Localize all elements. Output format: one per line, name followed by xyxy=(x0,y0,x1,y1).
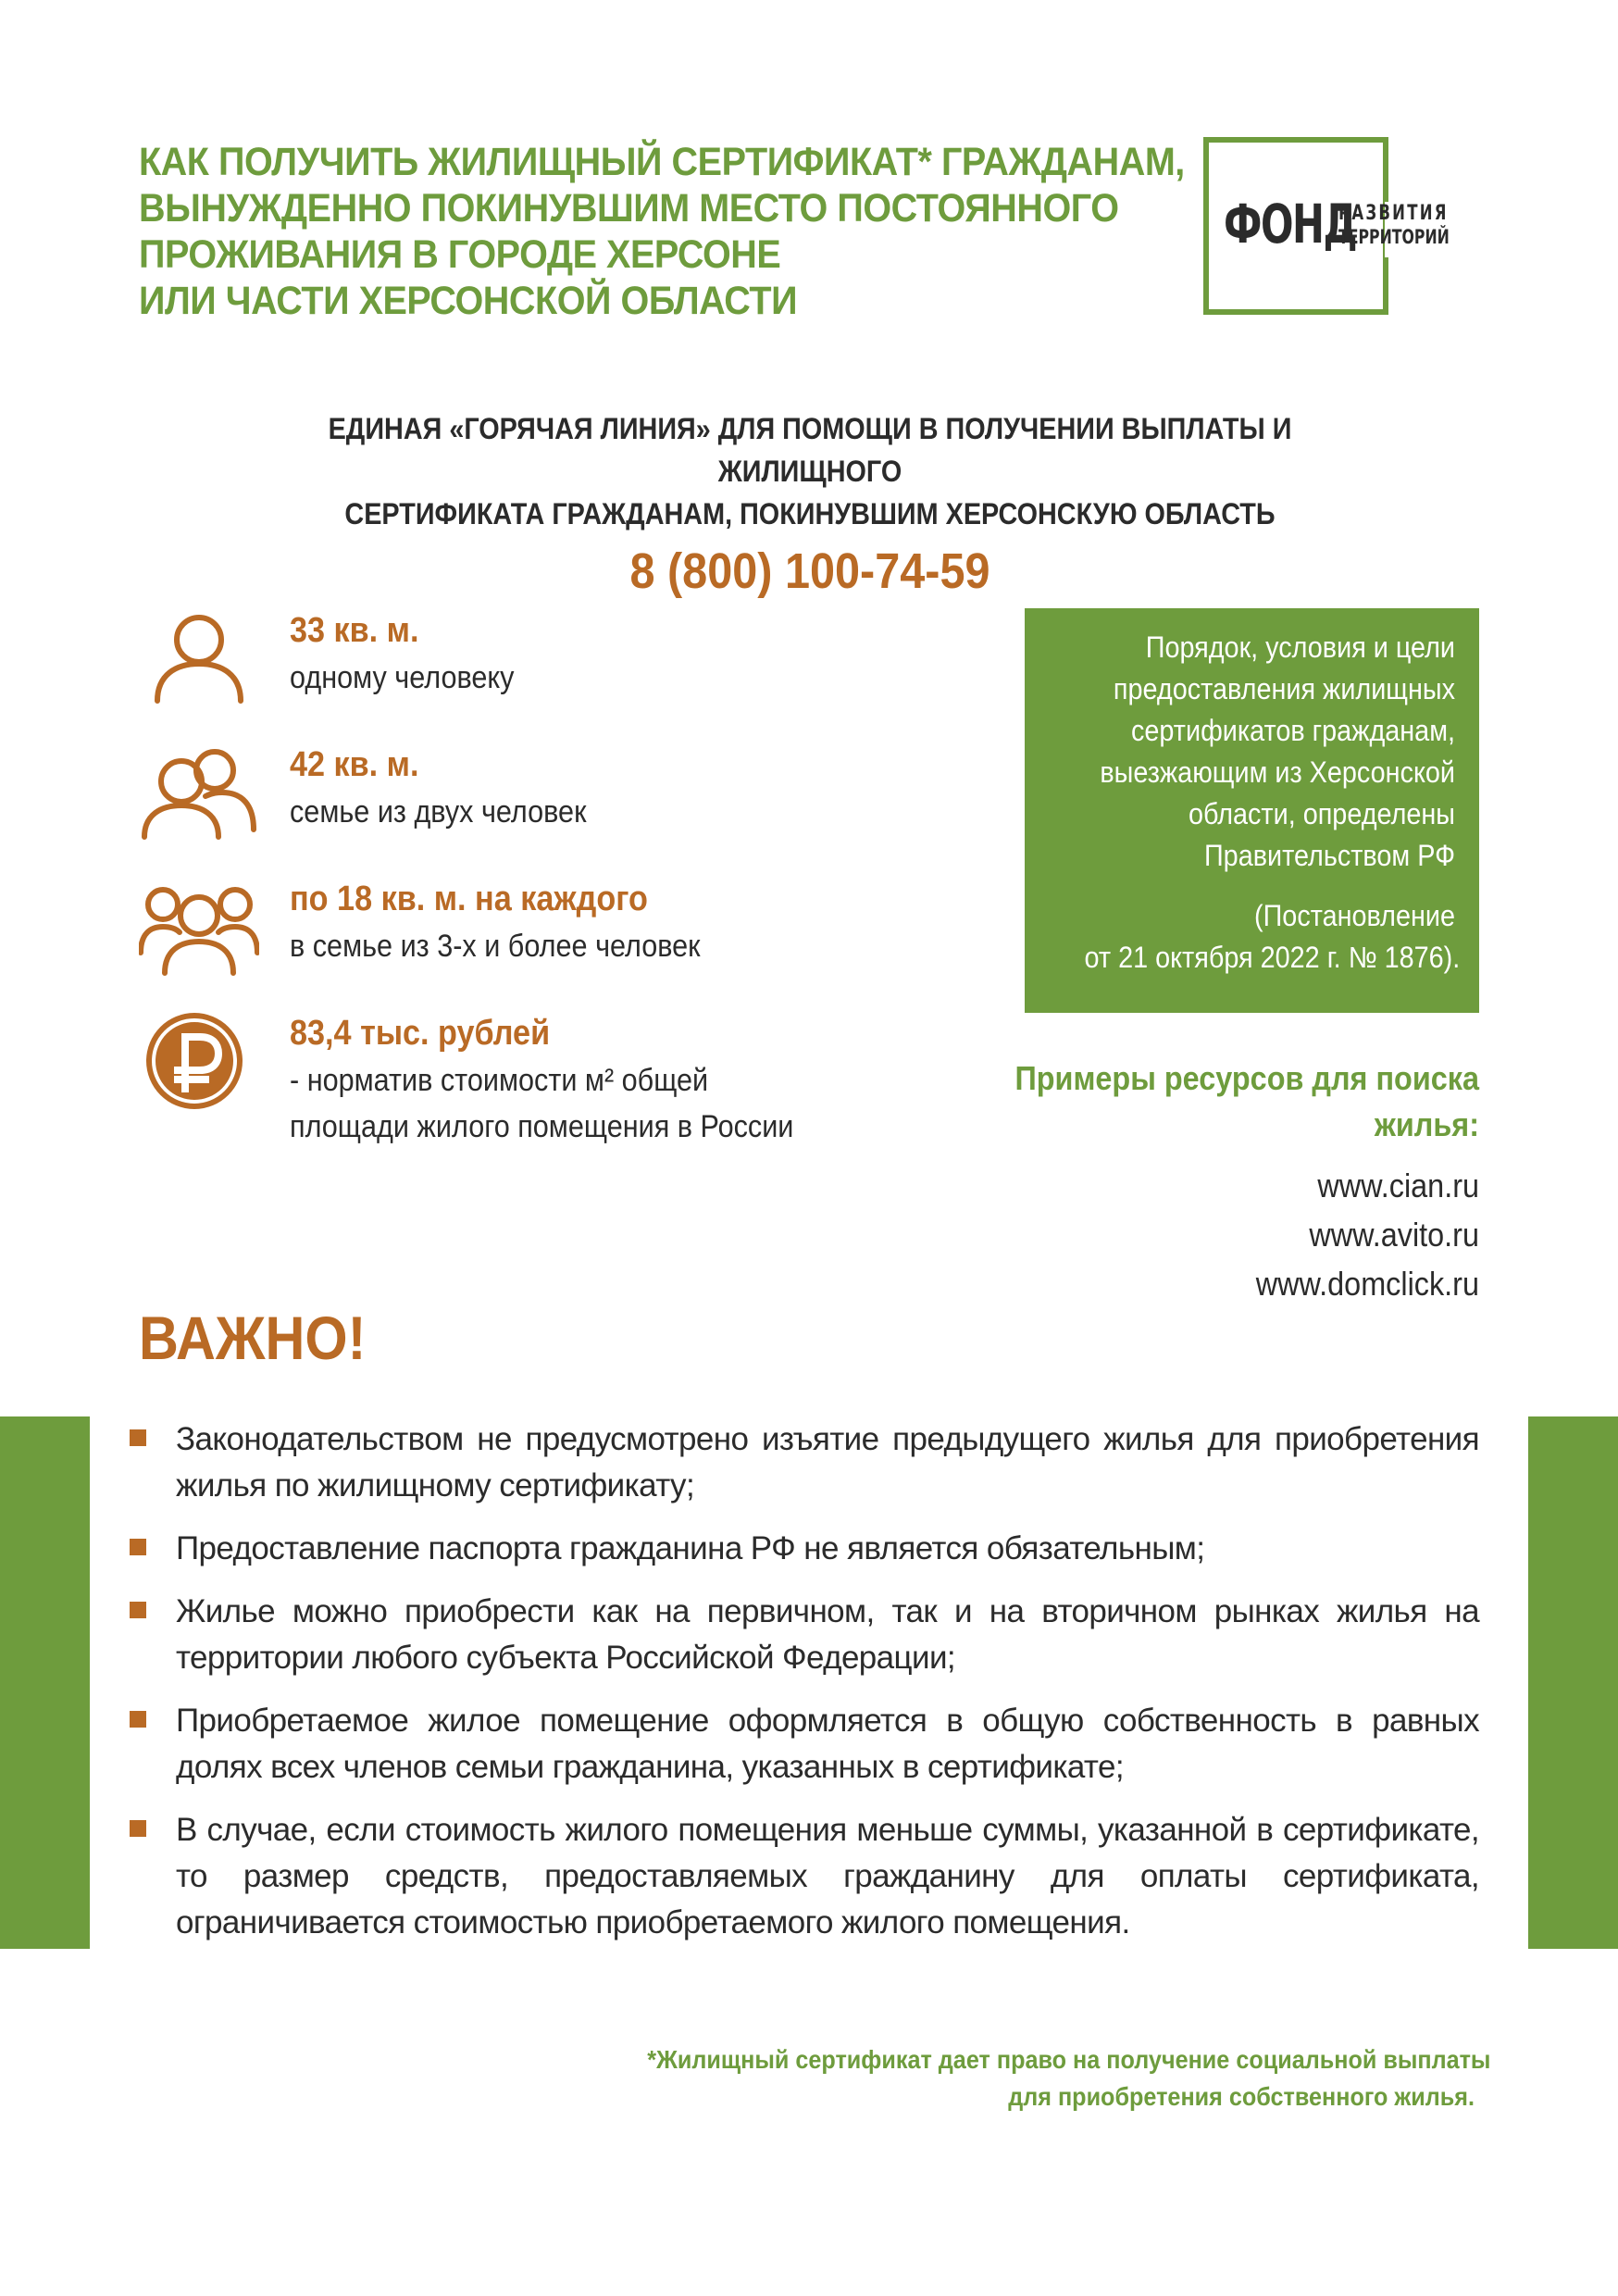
list-item-text: Предоставление паспорта гражданина РФ не является обязательным; xyxy=(176,1530,1205,1566)
square-bullet-icon xyxy=(130,1429,146,1446)
norm-heading: 83,4 тыс. рублей xyxy=(290,1014,551,1053)
norm-desc: семье из двух человек xyxy=(290,794,587,830)
list-item xyxy=(130,1698,1479,1791)
resources-block xyxy=(953,1055,1479,1308)
logo-text-bottom: ТЕРРИТОРИЙ xyxy=(1338,226,1450,248)
list-item-text: Жилье можно приобрести как на первичном, так и на вторичном рынках жилья на территории любого субъекта Российской Федерации; xyxy=(176,1593,1479,1676)
norm-heading: 33 кв. м. xyxy=(290,611,419,650)
list-item xyxy=(130,1416,1479,1509)
fund-logo xyxy=(1203,137,1450,322)
footnote-text: для приобретения собственного жилья. xyxy=(1008,2082,1475,2111)
title-line: ПРОЖИВАНИЯ В ГОРОДЕ ХЕРСОНЕ xyxy=(139,232,781,277)
norm-desc: - норматив стоимости м² общей xyxy=(290,1063,709,1098)
footnote-text: *Жилищный сертификат дает право на получение социальной выплаты xyxy=(647,2045,1491,2074)
two-people-icon xyxy=(139,741,259,842)
right-accent-bar xyxy=(1528,1416,1618,1949)
three-people-icon xyxy=(139,875,259,977)
page-title xyxy=(139,139,1185,324)
list-item-text: Приобретаемое жилое помещение оформляется в общую собственность в равных долях всех членов семьи гражданина, указанных в сертификате; xyxy=(176,1703,1479,1785)
left-accent-bar xyxy=(0,1416,90,1949)
regulation-text: сертификатов гражданам, xyxy=(1130,714,1455,747)
regulation-text: области, определены xyxy=(1188,797,1455,830)
ruble-icon xyxy=(139,1009,259,1111)
norm-heading: по 18 кв. м. на каждого xyxy=(290,880,648,918)
square-bullet-icon xyxy=(130,1711,146,1728)
title-line: ВЫНУЖДЕННО ПОКИНУВШИМ МЕСТО ПОСТОЯННОГО xyxy=(139,186,1119,231)
person-icon xyxy=(139,606,259,708)
footnote xyxy=(555,2041,1491,2115)
norm-desc: одному человеку xyxy=(290,660,515,695)
important-list xyxy=(130,1416,1479,1963)
important-title: ВАЖНО! xyxy=(139,1304,367,1372)
regulation-text: Порядок, условия и цели xyxy=(1145,630,1455,664)
list-item xyxy=(130,1589,1479,1681)
title-line: ИЛИ ЧАСТИ ХЕРСОНСКОЙ ОБЛАСТИ xyxy=(139,279,798,323)
norm-desc: площади жилого помещения в России xyxy=(290,1109,794,1144)
norm-heading: 42 кв. м. xyxy=(290,745,419,784)
square-bullet-icon xyxy=(130,1820,146,1837)
regulation-note: от 21 октября 2022 г. № 1876). xyxy=(1084,941,1461,974)
hotline-phone[interactable]: 8 (800) 100-74-59 xyxy=(629,543,990,599)
title-line: КАК ПОЛУЧИТЬ ЖИЛИЩНЫЙ СЕРТИФИКАТ* ГРАЖДАНАМ, xyxy=(139,140,1185,184)
square-bullet-icon xyxy=(130,1602,146,1618)
resources-title: Примеры ресурсов для поиска xyxy=(1014,1059,1479,1097)
list-item xyxy=(130,1526,1479,1572)
list-item xyxy=(130,1807,1479,1946)
regulation-text: предоставления жилищных xyxy=(1113,672,1455,705)
list-item-text: В случае, если стоимость жилого помещения меньше суммы, указанной в сертификате, то размер средств, предоставляемых гражданину для оплаты сертификата, ограничивается стоимостью приобретаемого жилого помещения. xyxy=(176,1812,1479,1940)
logo-text-top: РАЗВИТИЯ xyxy=(1338,202,1449,225)
resource-link-avito[interactable]: www.avito.ru xyxy=(1309,1216,1479,1254)
resource-link-cian[interactable]: www.cian.ru xyxy=(1317,1167,1479,1204)
regulation-text: Правительством РФ xyxy=(1203,839,1455,872)
square-bullet-icon xyxy=(130,1539,146,1555)
resources-title: жилья: xyxy=(1374,1105,1479,1143)
hotline-text: СЕРТИФИКАТА ГРАЖДАНАМ, ПОКИНУВШИМ ХЕРСОНСКУЮ ОБЛАСТЬ xyxy=(344,497,1276,530)
regulation-box xyxy=(1025,608,1479,1013)
regulation-text: выезжающим из Херсонской xyxy=(1100,755,1455,789)
list-item-text: Законодательством не предусмотрено изъятие предыдущего жилья для приобретения жилья по жилищному сертификату; xyxy=(176,1421,1479,1504)
regulation-note: (Постановление xyxy=(1254,899,1455,932)
logo-text-big: ФОНД xyxy=(1224,193,1357,256)
resource-link-domclick[interactable]: www.domclick.ru xyxy=(1255,1265,1479,1303)
hotline-block xyxy=(185,407,1435,600)
hotline-text: ЕДИНАЯ «ГОРЯЧАЯ ЛИНИЯ» ДЛЯ ПОМОЩИ В ПОЛУЧЕНИИ ВЫПЛАТЫ И ЖИЛИЩНОГО xyxy=(328,412,1292,488)
norm-desc: в семье из 3-х и более человек xyxy=(290,929,701,964)
